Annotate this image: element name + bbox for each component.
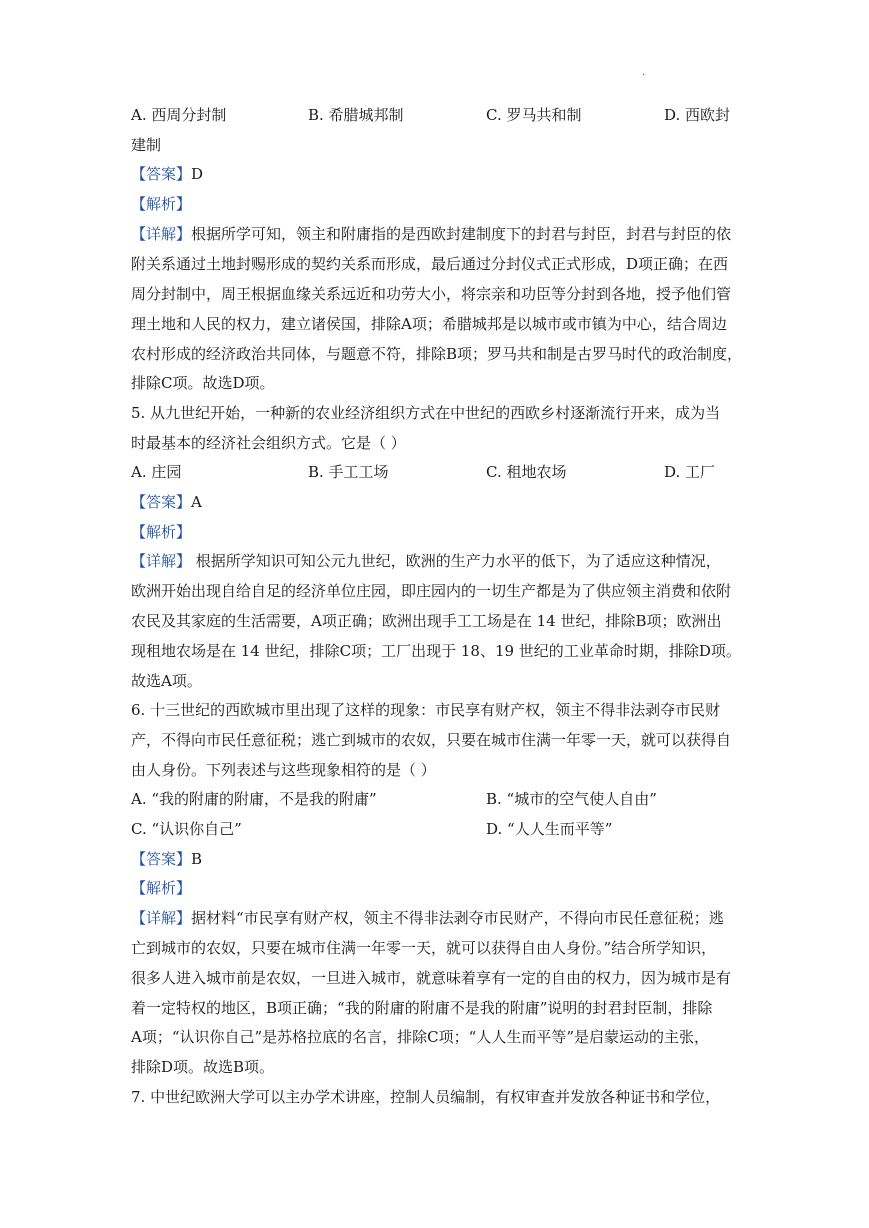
q4-option-d-cont: 建制 xyxy=(131,136,162,154)
q5-detail-line: 现租地农场是在 14 世纪，排除C项；工厂出现于 18、19 世纪的工业革命时期，排除D项。 xyxy=(131,642,741,660)
q4-option-c: C. 罗马共和制 xyxy=(486,106,582,124)
q6-stem-line: 6. 十三世纪的西欧城市里出现了这样的现象：市民享有财产权，领主不得非法剥夺市民财 xyxy=(131,701,721,719)
q5-option-c: C. 租地农场 xyxy=(486,463,567,481)
q5-detail-line: 【详解】 根据所学知识可知公元九世纪，欧洲的生产力水平的低下，为了适应这种情况， xyxy=(131,552,721,570)
q5-detail-line: 农民及其家庭的生活需要，A项正确；欧洲出现手工工场是在 14 世纪，排除B项；欧洲出 xyxy=(131,612,722,630)
q4-detail-line: 【详解】根据所学可知，领主和附庸指的是西欧封建制度下的封君与封臣，封君与封臣的依 xyxy=(131,225,732,243)
q4-option-d: D. 西欧封 xyxy=(664,106,731,124)
q4-detail-line: 附关系通过土地封赐形成的契约关系而形成，最后通过分封仪式正式形成，D项正确；在西 xyxy=(131,255,729,273)
q6-stem-line: 产，不得向市民任意征税；逃亡到城市的农奴，只要在城市住满一年零一天，就可以获得自 xyxy=(131,731,732,749)
q4-option-b: B. 希腊城邦制 xyxy=(308,106,404,124)
q5-detail-line: 欧洲开始出现自给自足的经济单位庄园，即庄园内的一切生产都是为了供应领主消费和依附 xyxy=(131,582,732,600)
q4-detail-line: 理土地和人民的权力，建立诸侯国，排除A项；希腊城邦是以城市或市镇为中心，结合周边 xyxy=(131,315,727,333)
page-mark: · xyxy=(642,70,646,81)
q5-stem-line: 5. 从九世纪开始，一种新的农业经济组织方式在中世纪的西欧乡村逐渐流行开来，成为当 xyxy=(131,404,721,422)
q6-detail-line: 很多人进入城市前是农奴，一旦进入城市，就意味着享有一定的自由的权力，因为城市是有 xyxy=(131,969,732,987)
q6-option-b: B. “城市的空气使人自由” xyxy=(486,790,657,808)
q6-detail-line: 着一定特权的地区，B项正确；“我的附庸的附庸不是我的附庸”说明的封君封臣制，排除 xyxy=(131,999,713,1017)
q5-option-d: D. 工厂 xyxy=(664,463,716,481)
q6-analysis-label: 【解析】 xyxy=(131,879,192,897)
q5-option-b: B. 手工工场 xyxy=(308,463,389,481)
q5-answer: 【答案】A xyxy=(131,493,202,511)
q5-detail-line: 故选A项。 xyxy=(131,672,202,690)
q5-analysis-label: 【解析】 xyxy=(131,523,192,541)
q4-analysis-label: 【解析】 xyxy=(131,195,192,213)
q6-option-d: D. “人人生而平等” xyxy=(486,820,613,838)
q6-detail-line: 亡到城市的农奴，只要在城市住满一年零一天，就可以获得自由人身份。”结合所学知识， xyxy=(131,939,717,957)
q4-detail-line: 排除C项。故选D项。 xyxy=(131,374,275,392)
q6-option-a: A. “我的附庸的附庸，不是我的附庸” xyxy=(131,790,377,808)
q6-answer: 【答案】B xyxy=(131,850,203,868)
q6-detail-line: 【详解】据材料“市民享有财产权，领主不得非法剥夺市民财产，不得向市民任意征税；逃 xyxy=(131,909,724,927)
q4-answer: 【答案】D xyxy=(131,165,204,183)
q6-option-c: C. “认识你自己” xyxy=(131,820,242,838)
q6-stem-line: 由人身份。下列表述与这些现象相符的是（ ） xyxy=(131,761,436,779)
q7-stem-line: 7. 中世纪欧洲大学可以主办学术讲座，控制人员编制，有权审查并发放各种证书和学位， xyxy=(131,1088,721,1106)
q4-detail-line: 农村形成的经济政治共同体，与题意不符，排除B项；罗马共和制是古罗马时代的政治制度， xyxy=(131,345,743,363)
q4-detail-line: 周分封制中，周王根据血缘关系远近和功劳大小，将宗亲和功臣等分封到各地，授予他们管 xyxy=(131,285,732,303)
q4-option-a: A. 西周分封制 xyxy=(131,106,227,124)
q6-detail-line: 排除D项。故选B项。 xyxy=(131,1058,275,1076)
q5-stem-line: 时最基本的经济社会组织方式。它是（ ） xyxy=(131,434,406,452)
q6-detail-line: A项；“认识你自己”是苏格拉底的名言，排除C项；“人人生而平等”是启蒙运动的主张， xyxy=(131,1028,709,1046)
q5-option-a: A. 庄园 xyxy=(131,463,182,481)
